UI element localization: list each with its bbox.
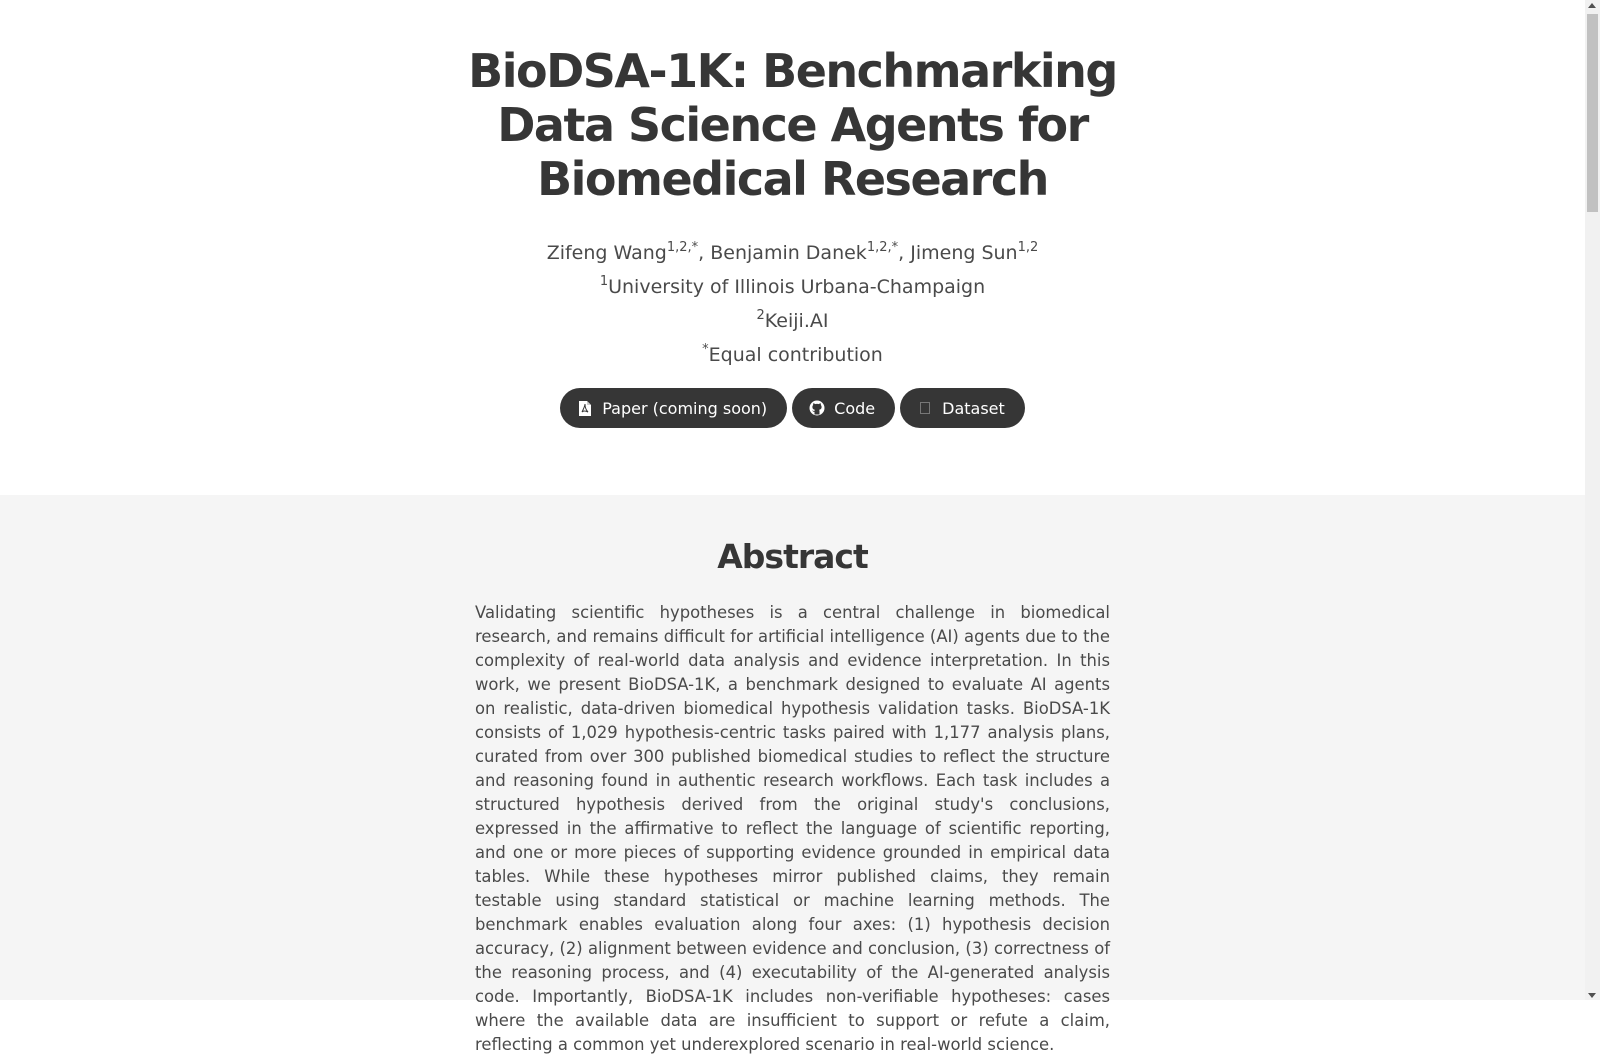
abstract-text: Validating scientific hypotheses is a central challenge in biomedical research, and remains difficult for artificial intelligence (AI) agents due to the complexity of real-world data analysis and evidence interpretation. In this work, we present BioDSA-1K, a benchmark designed to evaluate AI agents on realistic, data-driven biomedical hypothesis validation tasks. BioDSA-1K consists of 1,029 hypothesis-centric tasks paired with 1,177 analysis plans, curated from over 300 published biomedical studies to reflect the structure and reasoning found in authentic research workflows. Each task includes a structured hypothesis derived from the original study's conclusions, expressed in the affirmative to reflect the language of scientific reporting, and one or more pieces of supporting evidence grounded in empirical data tables. While these hypotheses mirror published claims, they remain testable using standard statistical or machine learning methods. The benchmark enables evaluation along four axes: (1) hypothesis decision accuracy, (2) alignment between evidence and conclusion, (3) correctness of the reasoning process, and (4) executability of the AI-generated analysis code. Importantly, BioDSA-1K includes non-verifiable hypotheses: cases where the available data are insufficient to support or refute a claim, reflecting a common yet underexplored scenario in real-world science.: [475, 603, 1110, 1054]
hero-section: [0, 0, 1585, 495]
scrollbar-thumb[interactable]: [1587, 14, 1598, 212]
affiliation-line: [0, 304, 1585, 338]
abstract-title: Abstract: [717, 537, 868, 576]
author-separator: ,: [698, 242, 711, 264]
author-block: [0, 236, 1585, 372]
author-list: [0, 236, 1585, 270]
scroll-down-arrow-icon[interactable]: [1588, 993, 1596, 998]
author-separator: ,: [898, 242, 911, 264]
contribution-note: [0, 338, 1585, 372]
github-icon: [810, 400, 824, 416]
code-button[interactable]: [792, 388, 895, 428]
contribution-marker: *: [702, 342, 709, 357]
contribution-text: Equal contribution: [708, 344, 883, 366]
abstract-section: [0, 495, 1585, 1054]
author-name[interactable]: Jimeng Sun: [910, 242, 1018, 264]
author-name[interactable]: Zifeng Wang: [546, 242, 667, 264]
affiliation-text: University of Illinois Urbana-Champaign: [608, 276, 986, 298]
author-affiliation-marker: 1,2,*: [666, 240, 699, 255]
dataset-button-label: Dataset: [942, 398, 1005, 418]
affiliation-marker: 1: [599, 274, 609, 289]
author-affiliation-marker: 1,2,*: [866, 240, 899, 255]
affiliation-text: Keiji.AI: [764, 310, 829, 332]
vertical-scrollbar[interactable]: [1585, 0, 1600, 1000]
dataset-button[interactable]: [900, 388, 1025, 428]
paper-button[interactable]: [560, 388, 787, 428]
author-affiliation-marker: 1,2: [1017, 240, 1039, 255]
scroll-up-arrow-icon[interactable]: [1588, 3, 1596, 8]
dataset-icon: [918, 400, 932, 416]
file-pdf-icon: [578, 400, 592, 416]
affiliation-line: [0, 270, 1585, 304]
affiliation-marker: 2: [756, 308, 765, 323]
paper-button-label: Paper (coming soon): [602, 398, 768, 418]
link-buttons: [0, 388, 1585, 428]
author-name[interactable]: Benjamin Danek: [710, 242, 867, 264]
page-title: BioDSA-1K: Benchmarking Data Science Agents for Biomedical Research: [468, 44, 1117, 206]
code-button-label: Code: [834, 398, 876, 418]
